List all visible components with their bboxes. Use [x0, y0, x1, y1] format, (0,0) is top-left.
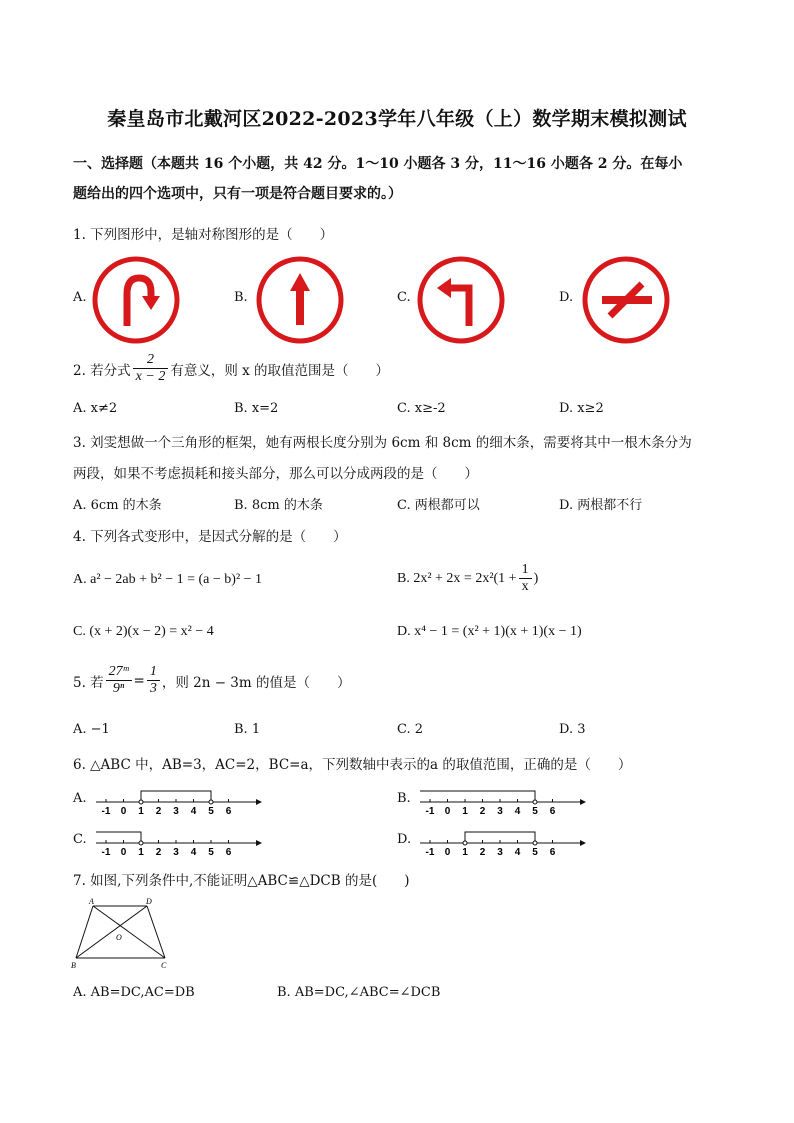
point-d-label: D [146, 897, 152, 906]
q4-option-b-numerator: 1 [519, 562, 532, 579]
q6-d-axis-arrow [580, 840, 586, 846]
point-o-label: O [116, 933, 122, 942]
q4-option-d: D. x⁴ − 1 = (x² + 1)(x + 1)(x − 1) [397, 624, 582, 639]
q5-left-denominator: 9ⁿ [112, 681, 125, 696]
q6-number-line-c [96, 827, 266, 861]
q7-option-a: A. AB=DC,AC=DB [73, 985, 195, 1000]
q2-option-a: A. x≠2 [73, 401, 118, 416]
q4-option-b-pre: B. 2x² + 2x = 2x²(1 + [397, 570, 517, 586]
q6-a-endpoint-high [209, 800, 213, 804]
q5-right-numerator: 1 [147, 664, 160, 681]
q6-a-tick-label: 5 [208, 806, 214, 817]
straight-ahead-sign-icon [256, 256, 346, 346]
q5-option-c: C. 2 [397, 722, 424, 737]
q6-b-tick-label: 2 [479, 806, 486, 817]
q6-b-tick-label: 6 [549, 806, 556, 817]
q4-option-b-post: ) [533, 570, 539, 586]
q3-option-c: C. 两根都可以 [397, 498, 480, 513]
q3-option-d: D. 两根都不行 [559, 498, 643, 513]
q6-c-axis-arrow [256, 840, 262, 846]
q4-option-c: C. (x + 2)(x − 2) = x² − 4 [73, 624, 214, 639]
q5-prefix: 5. 若 [73, 674, 104, 691]
page-title: 秦皇岛市北戴河区2022-2023学年八年级（上）数学期末模拟测试 [107, 108, 687, 130]
q6-d-tick-label: -1 [425, 847, 435, 858]
q1-option-a-label: A. [73, 290, 87, 305]
q6-b-tick-label: 0 [444, 806, 451, 817]
q2-option-c: C. x≥-2 [397, 401, 446, 416]
q3-option-b: B. 8cm 的木条 [234, 498, 323, 513]
q6-c-tick-label: 1 [138, 847, 144, 858]
q2-fraction-numerator: 2 [133, 352, 169, 369]
segment-db [76, 906, 147, 958]
q3-option-a: A. 6cm 的木条 [73, 498, 162, 513]
q6-c-tick-label: 0 [120, 847, 127, 858]
q6-a-tick-label: 0 [120, 806, 127, 817]
q1-option-c-label: C. [397, 290, 411, 305]
q6-c-tick-label: -1 [101, 847, 111, 858]
q4-option-a: A. a² − 2ab + b² − 1 = (a − b)² − 1 [73, 572, 263, 587]
segment-ac [93, 906, 165, 958]
q6-d-endpoint-high [533, 841, 537, 845]
q5-option-b: B. 1 [234, 722, 261, 737]
segment-ab [76, 906, 93, 958]
q6-c-tick-label: 6 [225, 847, 232, 858]
q6-d-tick-label: 4 [514, 847, 521, 858]
q6-a-tick-label: 1 [138, 806, 144, 817]
q5-right-denominator: 3 [149, 681, 157, 696]
q1-option-b-label: B. [234, 290, 248, 305]
q6-b-tick-label: 3 [497, 806, 503, 817]
no-straight-sign-icon [582, 256, 672, 346]
q6-number-line-a [96, 786, 266, 820]
q4-option-b-denominator: x [521, 579, 529, 594]
question-4-stem: 4. 下列各式变形中，是因式分解的是（ ） [73, 529, 347, 545]
q6-b-tick-label: 1 [462, 806, 468, 817]
q6-d-tick-label: 5 [532, 847, 538, 858]
q6-option-b-label: B. [397, 791, 411, 806]
point-a-label: A [89, 897, 94, 906]
q5-fraction-right [147, 664, 160, 697]
q6-b-tick-label: 4 [514, 806, 521, 817]
q5-option-d: D. 3 [559, 722, 586, 737]
question-7-stem: 7. 如图,下列条件中,不能证明△ABC≌△DCB 的是( ) [73, 873, 410, 889]
q5-equals: = [133, 672, 145, 689]
q6-d-tick-label: 1 [462, 847, 468, 858]
q6-a-axis-arrow [256, 799, 262, 805]
q6-b-axis-arrow [580, 799, 586, 805]
u-turn-sign-icon [92, 256, 182, 346]
q6-d-endpoint-low [463, 841, 467, 845]
question-2-stem [73, 352, 389, 385]
q6-c-tick-label: 2 [155, 847, 162, 858]
q6-c-tick-label: 4 [190, 847, 197, 858]
q2-prefix: 2. 若分式 [73, 362, 131, 379]
question-3-line2: 两段，如果不考虑损耗和接头部分，那么可以分成两段的是（ ） [73, 466, 478, 482]
question-3-line1: 3. 刘雯想做一个三角形的框架，她有两根长度分别为 6cm 和 8cm 的细木条，需要将其中一根木条分为 [73, 435, 692, 451]
q6-option-d-label: D. [397, 832, 412, 847]
q6-b-tick-label: -1 [425, 806, 435, 817]
q6-c-tick-label: 3 [173, 847, 179, 858]
q6-a-endpoint-low [139, 800, 143, 804]
q2-suffix: 有意义，则 x 的取值范围是（ ） [170, 362, 390, 379]
q2-fraction-denominator: x − 2 [135, 369, 166, 384]
q2-option-d: D. x≥2 [559, 401, 604, 416]
q1-option-d-label: D. [559, 290, 574, 305]
left-turn-sign-icon [417, 256, 507, 346]
q6-c-range-bracket [96, 832, 141, 843]
q6-number-line-d [420, 827, 590, 861]
q6-a-tick-label: 4 [190, 806, 197, 817]
segment-dc [147, 906, 165, 958]
q2-fraction [133, 352, 169, 385]
q6-d-tick-label: 2 [479, 847, 486, 858]
q6-a-tick-label: -1 [101, 806, 111, 817]
q5-left-numerator: 27ᵐ [106, 664, 132, 681]
q6-d-tick-label: 6 [549, 847, 556, 858]
q4-option-b [397, 562, 538, 595]
q7-option-b: B. AB=DC,∠ABC=∠DCB [277, 985, 441, 1000]
q6-number-line-b [420, 786, 590, 820]
q6-b-tick-label: 5 [532, 806, 538, 817]
q6-option-a-label: A. [73, 791, 87, 806]
point-b-label: B [71, 961, 76, 970]
q6-c-tick-label: 5 [208, 847, 214, 858]
q6-d-tick-label: 0 [444, 847, 451, 858]
q6-a-tick-label: 6 [225, 806, 232, 817]
q2-option-b: B. x=2 [234, 401, 279, 416]
q5-suffix: ，则 2n − 3m 的值是（ ） [161, 674, 351, 691]
q7-geometry-figure [70, 898, 180, 972]
q5-option-a: A. −1 [73, 722, 110, 737]
q5-fraction-left [106, 664, 132, 697]
q6-a-tick-label: 2 [155, 806, 162, 817]
section-heading-line2: 题给出的四个选项中，只有一项是符合题目要求的。） [73, 186, 402, 202]
section-heading-line1: 一、选择题（本题共 16 个小题，共 42 分。1～10 小题各 3 分，11～16 小题各 2 分。在每小 [73, 156, 683, 172]
q6-option-c-label: C. [73, 832, 87, 847]
question-1-stem: 1. 下列图形中，是轴对称图形的是（ ） [73, 227, 334, 243]
q6-d-tick-label: 3 [497, 847, 503, 858]
point-c-label: C [161, 961, 167, 970]
q6-a-tick-label: 3 [173, 806, 179, 817]
q4-option-b-fraction [519, 562, 532, 595]
question-6-stem: 6. △ABC 中，AB=3，AC=2，BC=a，下列数轴中表示的a 的取值范围，正确的是（ ） [73, 757, 632, 773]
q6-b-endpoint-high [533, 800, 537, 804]
q6-c-endpoint-high [139, 841, 143, 845]
question-5-stem [73, 664, 350, 697]
